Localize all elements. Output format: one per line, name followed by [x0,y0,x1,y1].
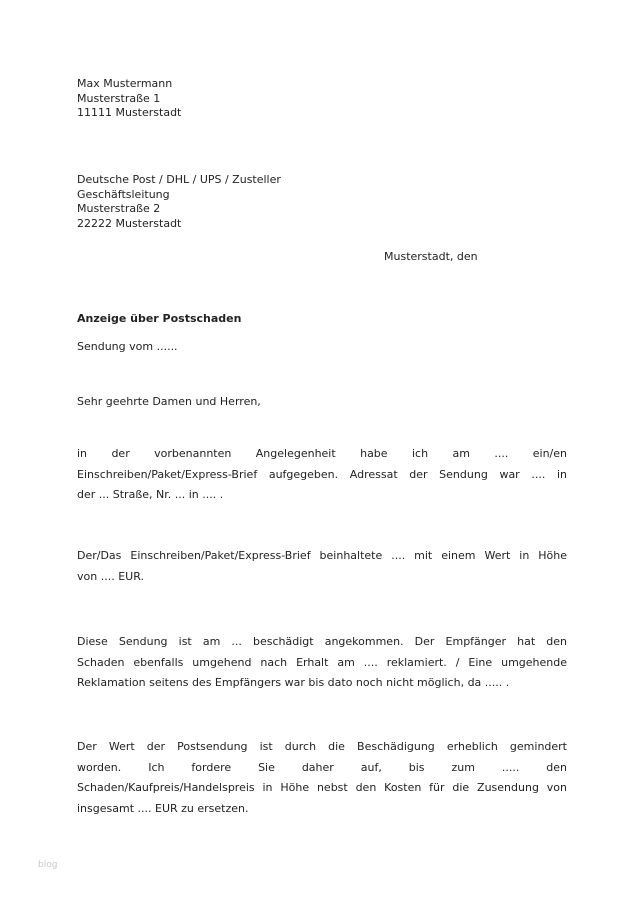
watermark: blog [38,860,58,870]
sender-name: Max Mustermann [77,77,173,90]
paragraph-line: von .... EUR. [77,569,144,583]
subject-line: Anzeige über Postschaden [77,312,242,325]
recipient-address [77,173,567,231]
sender-address [77,77,567,121]
paragraph-damage [77,632,567,694]
sender-street: Musterstraße 1 [77,91,161,105]
paragraph-submission [77,444,567,506]
paragraph-line: Schaden/Kaufpreis/Handelspreis in Höhe nebst den Kosten für die Zusendung von [77,781,567,794]
place-date: Musterstadt, den [384,250,478,263]
paragraph-line: worden. Ich fordere Sie daher auf, bis zum ..... den [77,760,567,774]
recipient-company: Deutsche Post / DHL / UPS / Zusteller [77,173,281,186]
paragraph-line: Einschreiben/Paket/Express-Brief aufgegeben. Adressat der Sendung war .... in [77,467,567,481]
paragraph-line: Der Wert der Postsendung ist durch die Beschädigung erheblich gemindert [77,740,567,753]
paragraph-contents [77,546,567,587]
paragraph-line: Schaden ebenfalls umgehend nach Erhalt am .... reklamiert. / Eine umgehende [77,655,567,669]
paragraph-line: der ... Straße, Nr. ... in .... . [77,488,224,501]
paragraph-line: Reklamation seitens des Empfängers war bis dato noch nicht möglich, da ..... . [77,676,510,689]
paragraph-line: insgesamt .... EUR zu ersetzen. [77,801,249,815]
paragraph-line: Der/Das Einschreiben/Paket/Express-Brief beinhaltete .... mit einem Wert in Höhe [77,549,567,562]
paragraph-claim [77,737,567,819]
salutation: Sehr geehrte Damen und Herren, [77,395,261,408]
shipment-date-line: Sendung vom ...... [77,340,178,353]
recipient-department: Geschäftsleitung [77,187,170,201]
paragraph-line: Diese Sendung ist am ... beschädigt angekommen. Der Empfänger hat den [77,635,567,648]
recipient-city: 22222 Musterstadt [77,216,182,230]
sender-city: 11111 Musterstadt [77,106,182,119]
recipient-street: Musterstraße 2 [77,202,161,215]
paragraph-line: in der vorbenannten Angelegenheit habe ich am .... ein/en [77,447,567,460]
